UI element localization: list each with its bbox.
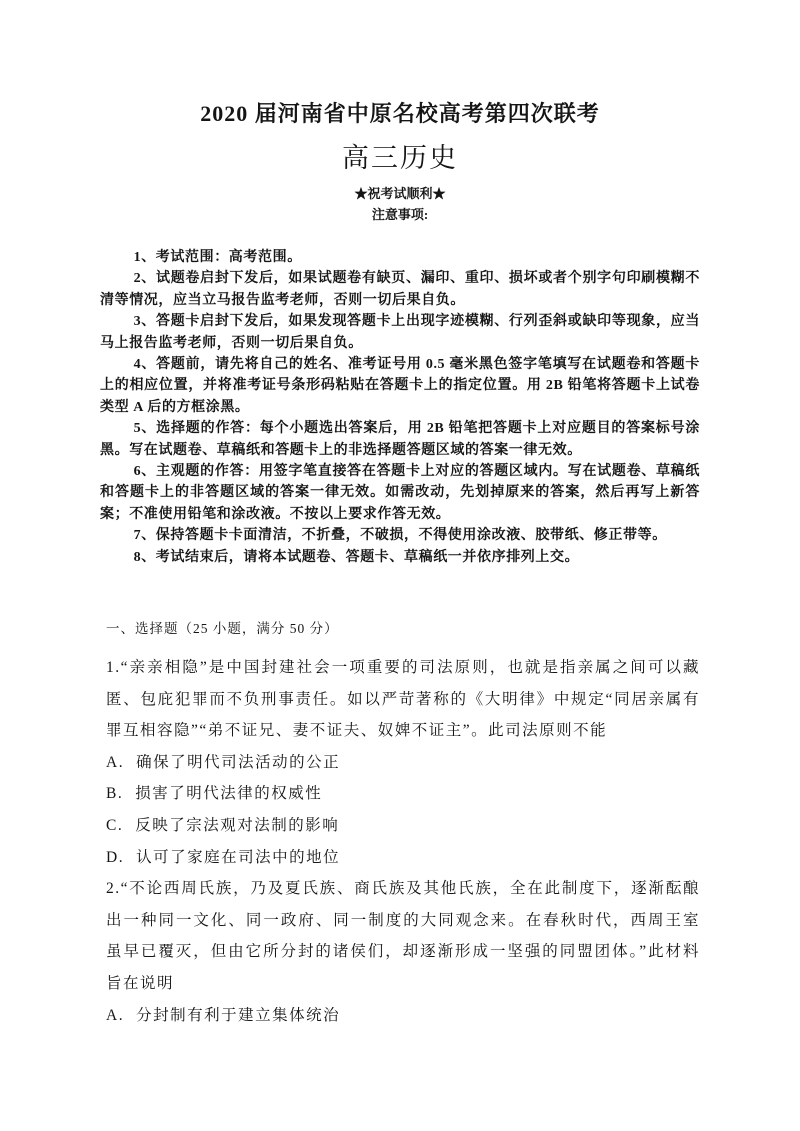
option-text: 认可了家庭在司法中的地位	[136, 848, 341, 866]
notice-list	[100, 247, 700, 568]
question-2-stem: 2.“不论西周氏族，乃及夏氏族、商氏族及其他氏族，全在此制度下，逐渐酝酿出一种同一文化、同一政府、同一制度的大同观念来。在春秋时代，西周王室虽早已覆灭，但由它所分封的诸侯们，却逐渐形成一坚强的同盟团体。”此材料旨在说明	[106, 880, 700, 993]
exam-subject: 高三历史	[342, 143, 458, 173]
question-1-option-c	[106, 810, 700, 842]
notice-item-6: 6、主观题的作答：用签字笔直接答在答题卡上对应的答题区域内。写在试题卷、草稿纸和答题卡上的非答题区域的答案一律无效。如需改动，先划掉原来的答案，然后再写上新答案；不准使用铅笔和涂改液。不按以上要求作答无效。	[100, 464, 700, 522]
notice-item-8: 8、考试结束后，请将本试题卷、答题卡、草稿纸一并依序排列上交。	[133, 549, 580, 565]
option-label: C.	[106, 817, 124, 835]
option-text: 损害了明代法律的权威性	[135, 785, 323, 803]
section-heading: 一、选择题（25 小题，满分 50 分）	[106, 621, 339, 637]
option-label: D.	[106, 848, 125, 866]
option-text: 分封制有利于建立集体统治	[136, 1006, 341, 1024]
exam-header	[100, 100, 700, 223]
notice-item-7: 7、保持答题卡卡面清洁，不折叠，不破损，不得使用涂改液、胶带纸、修正带等。	[133, 528, 667, 544]
exam-title: 2020 届河南省中原名校高考第四次联考	[200, 101, 600, 126]
question-1-stem: 1.“亲亲相隐”是中国封建社会一项重要的司法原则，也就是指亲属之间可以藏匿、包庇犯罪而不负刑事责任。如以严苛著称的《大明律》中规定“同居亲属有罪互相容隐”“弟不证兄、妻不证夫、奴婢不证主”。此司法原则不能	[106, 659, 700, 740]
question-1-option-b	[106, 778, 700, 810]
question-2-option-a	[106, 1000, 700, 1032]
notice-item-2: 2、试题卷启封下发后，如果试题卷有缺页、漏印、重印、损坏或者个别字句印刷模糊不清等情况，应当立马报告监考老师，否则一切后果自负。	[100, 271, 700, 308]
exam-wish: ★祝考试顺利★	[354, 186, 446, 201]
notice-item-5: 5、选择题的作答：每个小题选出答案后，用 2B 铅笔把答题卡上对应题目的答案标号涂黑。写在试题卷、草稿纸和答题卡上的非选择题答题区域的答案一律无效。	[100, 421, 700, 458]
question-1-option-a	[106, 747, 700, 779]
option-text: 反映了宗法观对法制的影响	[135, 817, 340, 835]
notice-item-4: 4、答题前，请先将自己的姓名、准考证号用 0.5 毫米黑色签字笔填写在试题卷和答题卡上的相应位置，并将准考证号条形码粘贴在答题卡上的指定位置。用 2B 铅笔将答题卡上试卷类型 A 后的方框涂黑。	[100, 357, 700, 415]
notice-heading: 注意事项:	[371, 207, 429, 222]
option-text: 确保了明代司法活动的公正	[136, 753, 341, 771]
question-1-option-d	[106, 842, 700, 874]
notice-item-3: 3、答题卡启封下发后，如果发现答题卡上出现字迹模糊、行列歪斜或缺印等现象，应当马上报告监考老师，否则一切后果自负。	[100, 314, 700, 351]
option-label: A.	[106, 753, 125, 771]
notice-item-1: 1、考试范围：高考范围。	[133, 250, 302, 265]
option-label: B.	[106, 785, 124, 803]
questions-area	[106, 618, 700, 1031]
option-label: A.	[106, 1006, 125, 1024]
